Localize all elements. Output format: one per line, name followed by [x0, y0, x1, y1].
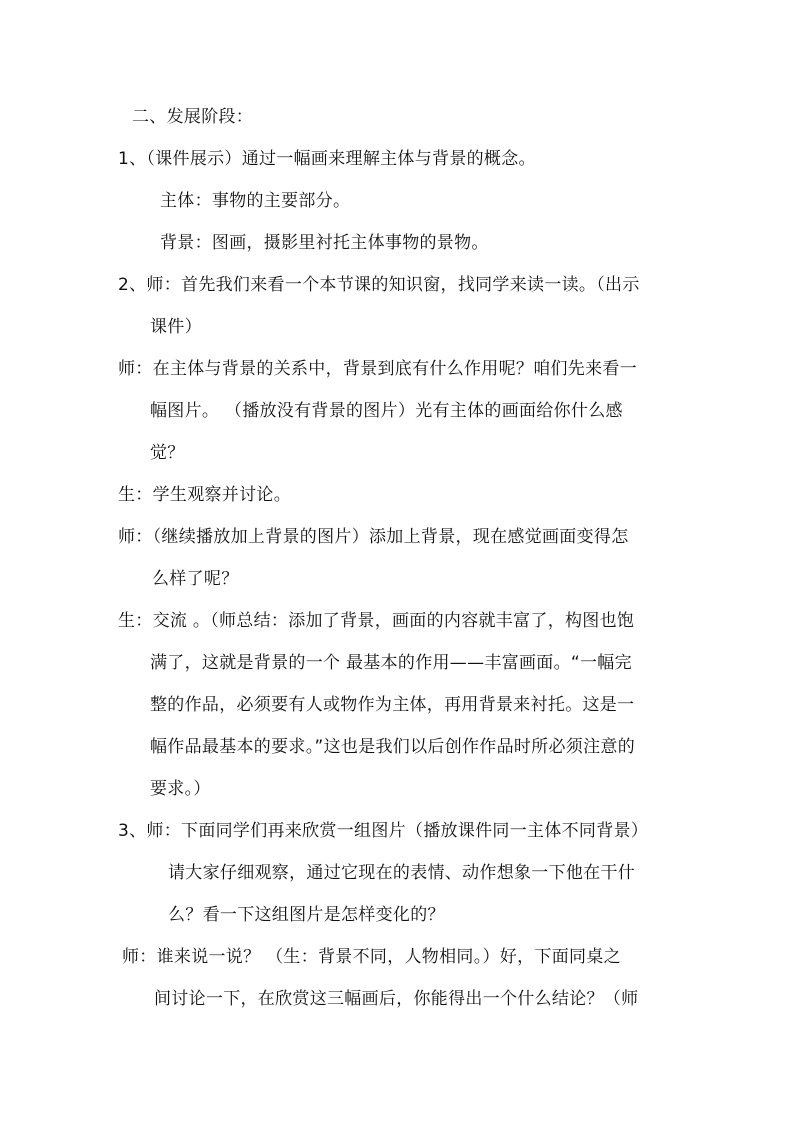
text-line: 幅图片。 （播放没有背景的图片）光有主体的画面给你什么感 — [150, 401, 623, 421]
text-line: 2、师：首先我们来看一个本节课的知识窗，找同学来读一读。（出示 — [118, 275, 640, 295]
text-line: 请大家仔细观察，通过它现在的表情、动作想象一下他在干什 — [168, 863, 636, 883]
text-line: 3、师：下面同学们再来欣赏一组图片（播放课件同一主体不同背景） — [118, 821, 649, 841]
text-line: 幅作品最基本的要求。”这也是我们以后创作作品时所必须注意的 — [150, 737, 636, 757]
text-line: 师：（继续播放加上背景的图片）添加上背景，现在感觉画面变得怎 — [118, 527, 629, 547]
text-line: 么？看一下这组图片是怎样变化的？ — [168, 905, 445, 925]
text-line: 1、（课件展示）通过一幅画来理解主体与背景的概念。 — [118, 149, 536, 169]
text-line: 间讨论一下，在欣赏这三幅画后，你能得出一个什么结论？（师 — [154, 989, 639, 1009]
text-line: 背景：图画，摄影里衬托主体事物的景物。 — [160, 233, 489, 253]
text-line: 生：学生观察并讨论。 — [118, 485, 291, 505]
section-heading: 二、发展阶段： — [132, 107, 254, 127]
text-line: 师：在主体与背景的关系中，背景到底有什么作用呢？咱们先来看一 — [118, 359, 637, 379]
text-line: 整的作品，必须要有人或物作为主体，再用背景来衬托。这是一 — [150, 695, 635, 715]
text-line: 主体：事物的主要部分。 — [160, 191, 351, 211]
text-line: 要求。） — [150, 779, 211, 799]
text-line: 觉？ — [150, 443, 185, 463]
text-line: 满了，这就是背景的一个 最基本的作用——丰富画面。“一幅完 — [150, 653, 632, 673]
text-line: 课件） — [150, 317, 202, 337]
text-line: 么样了呢？ — [152, 569, 239, 589]
text-line: 生：交流 。（师总结：添加了背景，画面的内容就丰富了，构图也饱 — [118, 611, 635, 631]
text-line: 师：谁来说一说？ （生：背景不同，人物相同。）好，下面同桌之 — [122, 947, 621, 967]
